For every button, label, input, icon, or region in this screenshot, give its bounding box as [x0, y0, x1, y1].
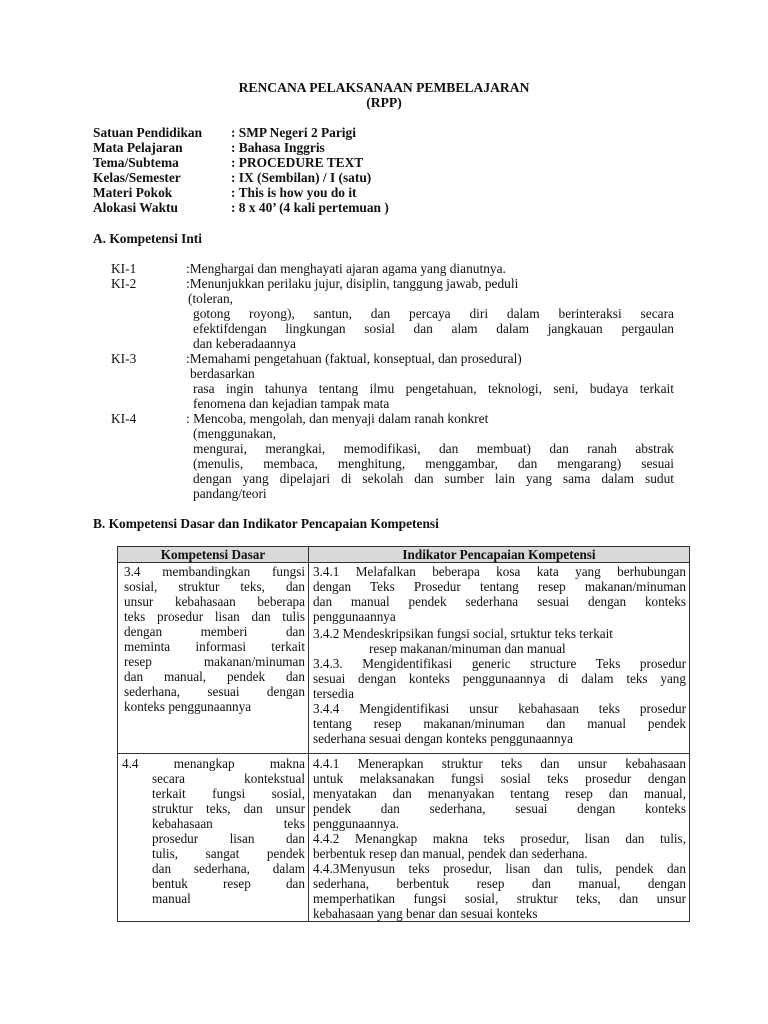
identity-value: : This is how you do it	[231, 185, 357, 200]
kd-line: dengan memberi dan	[124, 624, 305, 639]
identity-label: Alokasi Waktu	[93, 200, 178, 215]
indicator-line: penggunaannya	[313, 609, 396, 624]
kd-line: 4.4 menangkap makna	[122, 756, 305, 771]
kd-line: sosial, struktur teks, dan	[124, 579, 305, 594]
table-header-kd: Kompetensi Dasar	[118, 547, 309, 563]
indicator-line: penggunaannya.	[313, 816, 400, 831]
identity-label: Satuan Pendidikan	[93, 125, 203, 140]
indicator-line: 3.4.1 Melafalkan beberapa kosa kata yang berhubungan	[313, 564, 686, 579]
kd-line: prosedur lisan dan	[152, 831, 305, 846]
ki-text: fenomena dan kejadian tampak mata	[193, 396, 390, 411]
indicator-line: sesuai dengan konteks penggunaannya di dalam teks yang	[313, 671, 686, 686]
ki-text: (toleran,	[188, 291, 233, 306]
document-subtitle: (RPP)	[366, 95, 402, 110]
kd-line: teks prosedur lisan dan tulis	[124, 609, 305, 624]
kd-line: kebahasaan teks	[152, 816, 305, 831]
kd-line: unsur kebahasaan beberapa	[124, 594, 305, 609]
kd-line: sederhana, sesuai dengan	[124, 684, 305, 699]
indicator-line: untuk melaksanakan fungsi sosial teks prosedur dengan	[313, 771, 686, 786]
ki-text: :Menunjukkan perilaku jujur, disiplin, tanggung jawab, peduli	[186, 276, 519, 291]
ki-text: :Menghargai dan menghayati ajaran agama yang dianutnya.	[186, 261, 506, 276]
ki-text: : Mencoba, mengolah, dan menyaji dalam ranah konkret	[186, 411, 489, 426]
ki-text: dan keberadaannya	[193, 336, 296, 351]
indicator-line: dan manual pendek sederhana sesuai dengan konteks	[313, 594, 686, 609]
identity-value: : 8 x 40’ (4 kali pertemuan )	[231, 200, 389, 215]
kd-cell	[118, 563, 309, 754]
identity-label: Tema/Subtema	[93, 155, 179, 170]
indicator-line: 3.4.2 Mendeskripsikan fungsi social, srtuktur teks terkait	[313, 626, 613, 641]
table-row	[118, 754, 690, 922]
indicator-line: kebahasaan yang benar dan sesuai konteks	[313, 906, 538, 921]
kd-line: struktur teks, dan unsur	[152, 801, 305, 816]
indicator-line: pendek dan sederhana, sesuai dengan konteks	[313, 801, 686, 816]
section-b-heading: B. Kompetensi Dasar dan Indikator Pencapaian Kompetensi	[93, 516, 439, 531]
ki-text: (menulis, membaca, menghitung, menggambar, dan mengarang) sesuai	[193, 456, 674, 471]
ki-text: berdasarkan	[190, 366, 255, 381]
ki-code: KI-1	[111, 261, 137, 276]
indicator-line: 3.4.4 Mengidentifikasi unsur kebahasaan teks prosedur	[313, 701, 686, 716]
indicator-line: berbentuk resep dan manual, pendek dan sederhana.	[313, 846, 588, 861]
kd-line: manual	[152, 891, 191, 906]
table-header-indicator: Indikator Pencapaian Kompetensi	[309, 547, 690, 563]
indicator-line: 4.4.2 Menangkap makna teks prosedur, lisan dan tulis,	[313, 831, 686, 846]
kd-line: terkait fungsi sosial,	[152, 786, 305, 801]
indicator-line: tersedia	[313, 686, 355, 701]
ki-text: rasa ingin tahunya tentang ilmu pengetahuan, teknologi, seni, budaya terkait	[193, 381, 674, 396]
indicator-line: sederhana, berbentuk resep dan manual, dengan	[313, 876, 686, 891]
kd-line: tulis, sangat pendek	[152, 846, 305, 861]
identity-label: Kelas/Semester	[93, 170, 181, 185]
indicator-cell	[309, 563, 690, 754]
kd-line: resep makanan/minuman	[124, 654, 305, 669]
table-row	[118, 563, 690, 754]
kd-line: dan manual, pendek dan	[124, 669, 305, 684]
indicator-cell	[309, 754, 690, 922]
identity-label: Mata Pelajaran	[93, 140, 183, 155]
document-title: RENCANA PELAKSANAAN PEMBELAJARAN	[238, 80, 530, 95]
competency-table	[117, 546, 690, 922]
indicator-line: resep makanan/minuman dan manual	[369, 641, 566, 656]
section-a-heading: A. Kompetensi Inti	[93, 231, 202, 246]
indicator-line: memperhatikan fungsi sosial, struktur teks, dan unsur	[313, 891, 686, 906]
ki-text: gotong royong), santun, dan percaya diri dalam berinteraksi secara	[193, 306, 674, 321]
kd-cell	[118, 754, 309, 922]
ki-text: pandang/teori	[193, 486, 267, 501]
identity-value: : IX (Sembilan) / I (satu)	[231, 170, 372, 185]
ki-text: dengan yang dipelajari di sekolah dan sumber lain yang sama dalam sudut	[193, 471, 674, 486]
kd-line: 3.4 membandingkan fungsi	[124, 564, 305, 579]
ki-code: KI-3	[111, 351, 137, 366]
indicator-line: menyatakan dan menanyakan tentang resep dan manual,	[313, 786, 686, 801]
ki-code: KI-2	[111, 276, 137, 291]
kd-line: dan sederhana, dalam	[152, 861, 305, 876]
indicator-line: 3.4.3. Mengidentifikasi generic structure Teks prosedur	[313, 656, 686, 671]
ki-text: :Memahami pengetahuan (faktual, konseptual, dan prosedural)	[186, 351, 522, 366]
indicator-line: 4.4.3Menyusun teks prosedur, lisan dan tulis, pendek dan	[313, 861, 686, 876]
indicator-line: sederhana sesuai dengan konteks penggunaannya	[313, 731, 573, 746]
ki-text: efektifdengan lingkungan sosial dan alam dalam jangkauan pergaulan	[193, 321, 674, 336]
indicator-line: dengan Teks Prosedur tentang resep makanan/minuman	[313, 579, 686, 594]
ki-text: (menggunakan,	[193, 426, 276, 441]
identity-value: : Bahasa Inggris	[231, 140, 325, 155]
indicator-line: tentang resep makanan/minuman dan manual pendek	[313, 716, 686, 731]
kd-line: meminta informasi terkait	[124, 639, 305, 654]
identity-value: : SMP Negeri 2 Parigi	[231, 125, 356, 140]
identity-value: : PROCEDURE TEXT	[231, 155, 364, 170]
kd-line: secara kontekstual	[152, 771, 305, 786]
identity-label: Materi Pokok	[93, 185, 173, 200]
kd-line: bentuk resep dan	[152, 876, 305, 891]
ki-text: mengurai, merangkai, memodifikasi, dan membuat) dan ranah abstrak	[193, 441, 674, 456]
ki-code: KI-4	[111, 411, 137, 426]
indicator-line: 4.4.1 Menerapkan struktur teks dan unsur kebahasaan	[313, 756, 686, 771]
kd-line: konteks penggunaannya	[124, 699, 252, 714]
